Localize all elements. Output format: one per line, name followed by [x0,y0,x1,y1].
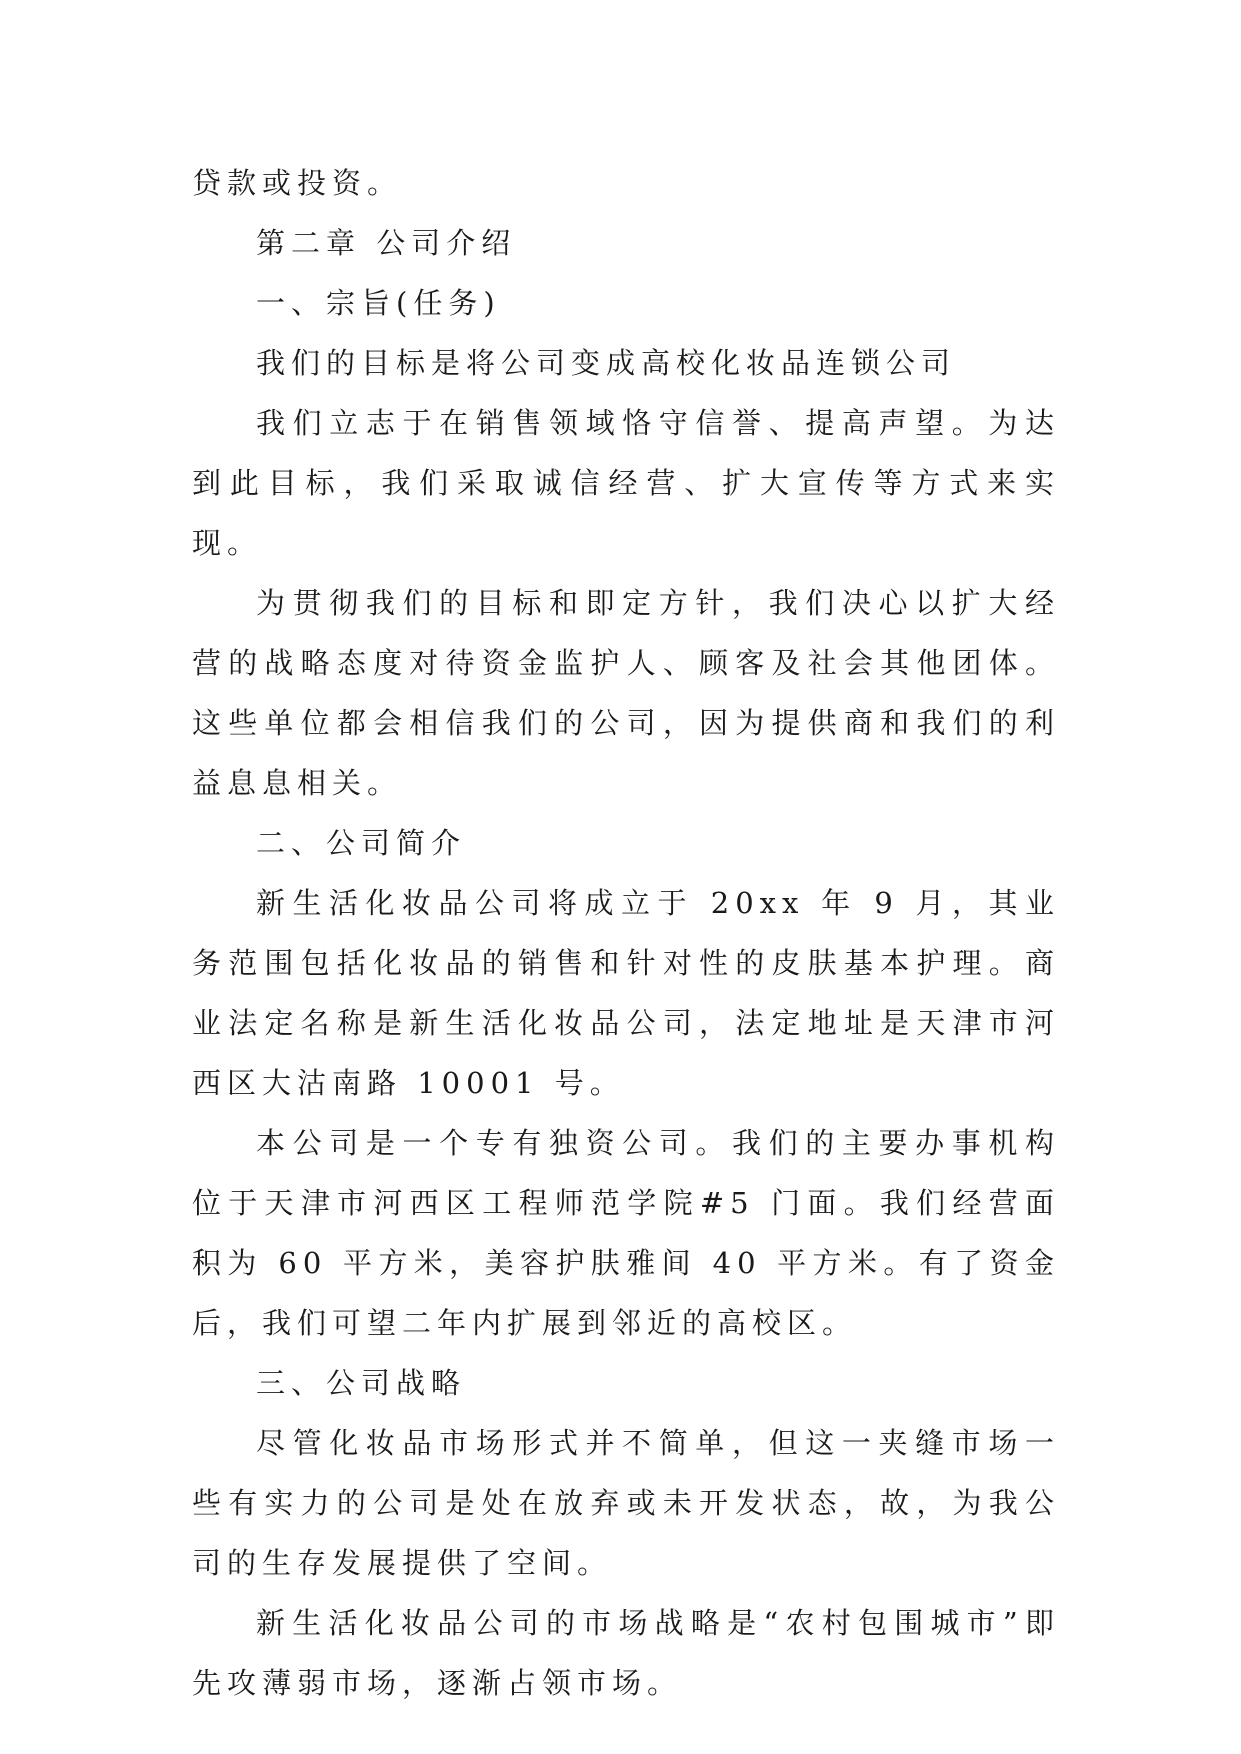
paragraph-policy: 为贯彻我们的目标和即定方针，我们决心以扩大经营的战略态度对待资金监护人、顾客及社会其他团体。这些单位都会相信我们的公司，因为提供商和我们的利益息息相关。 [192,586,1060,800]
paragraph-goal: 我们的目标是将公司变成高校化妆品连锁公司 [256,346,957,380]
section-heading-strategy: 三、公司战略 [256,1366,467,1400]
paragraph-market-situation: 尽管化妆品市场形式并不简单，但这一夹缝市场一些有实力的公司是处在放弃或未开发状态，故，为我公司的生存发展提供了空间。 [192,1426,1060,1580]
paragraph-ownership: 本公司是一个专有独资公司。我们的主要办事机构位于天津市河西区工程师范学院#5 门面。我们经营面积为 60 平方米，美容护肤雅间 40 平方米。有了资金后，我们可望二年内扩展到邻近的高校区。 [192,1126,1060,1340]
paragraph-aspiration: 我们立志于在销售领域恪守信誉、提高声望。为达到此目标，我们采取诚信经营、扩大宣传等方式来实现。 [192,406,1060,560]
document-body [192,153,1060,1713]
chapter-heading: 第二章 公司介绍 [256,226,517,260]
section-heading-purpose: 一、宗旨(任务) [256,286,501,320]
paragraph-continuation: 贷款或投资。 [192,166,403,200]
paragraph-market-strategy: 新生活化妆品公司的市场战略是“农村包围城市”即先攻薄弱市场，逐渐占领市场。 [192,1606,1060,1700]
paragraph-company-profile: 新生活化妆品公司将成立于 20xx 年 9 月，其业务范围包括化妆品的销售和针对性的皮肤基本护理。商业法定名称是新生活化妆品公司，法定地址是天津市河西区大沽南路 10001 号。 [192,886,1060,1100]
section-heading-profile: 二、公司简介 [256,826,467,860]
